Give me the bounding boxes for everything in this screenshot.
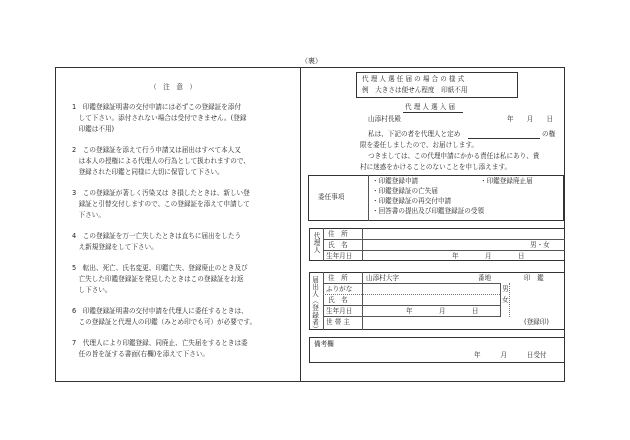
agent-birth-date: 年 月 日 [452, 252, 525, 260]
agent-gender: 男・女 [530, 241, 550, 249]
purpose-blank [468, 138, 540, 139]
body-line-4: 村に迷惑をかけることのないことを申し添えます。 [360, 163, 512, 171]
delegation-item: ・印鑑登録証の再交付申請 [372, 197, 452, 205]
agent-side-divider [323, 228, 324, 261]
seal-label: 印 鑑 [524, 274, 544, 282]
notifier-side-label: 届出人（登録者） [310, 276, 319, 333]
notifier-row-line [323, 316, 500, 317]
agent-address-label: 住 所 [328, 230, 348, 238]
agent-label-divider [362, 228, 363, 261]
form-title-underline [403, 112, 463, 113]
note-line: 亡失した印鑑登録証を発見したときはこの登録証をお返 [72, 275, 244, 283]
notifier-side-divider [323, 272, 324, 330]
note-line: 1 印鑑登録証明書の交付申請には必ずこの登録証を添付 [72, 103, 242, 111]
notifier-row-line [323, 305, 500, 306]
note-line: 印鑑は不用) [72, 125, 115, 133]
note-line: え新規登録をして下さい。 [72, 243, 158, 251]
body-line-3: つきましては、この代理申請にかかる責任は私にあり、貴 [368, 152, 540, 160]
note-line: 任の旨を証する書面(右欄)を添えて下さい。 [72, 350, 210, 358]
note-line: 6 印鑑登録証明書の交付申請を代理人に委任するときは、 [72, 307, 248, 315]
body-line-1: 私は、下記の者を代理人と定め [368, 130, 461, 138]
remarks-box [309, 337, 565, 363]
note-line: は本人の授権による代理人の行為として扱われますので、 [72, 157, 250, 165]
body-line-2: 限を委任しましたので、お届けします。 [360, 141, 479, 149]
addressee: 山添村長殿 [368, 115, 401, 123]
sample-format-line2: 例 大きさは便せん程度 印紙不用 [362, 86, 468, 94]
notifier-banchi: 番地 [478, 274, 492, 282]
agent-name-label: 氏 名 [328, 241, 348, 249]
notifier-furigana-label: ふりがな [326, 285, 353, 293]
notifier-birth-label: 生年月日 [326, 307, 353, 315]
notifier-address-label: 住 所 [328, 274, 348, 282]
page-side-label: （裏） [301, 57, 322, 65]
remarks-label: 備考欄 [314, 340, 334, 348]
agent-row-line [323, 250, 565, 251]
submission-date: 年 月 日 [507, 115, 554, 123]
delegation-divider [368, 175, 369, 221]
notifier-gender-divider-dotted [509, 283, 510, 317]
sample-format-line1: 代 理 人 選 任 届 の 場 合 の 様 式 [362, 75, 465, 83]
agent-side-label: 代理人 [312, 232, 320, 254]
note-line: この登録証と代理人の印鑑（みとめ印でも可）が必要です。 [72, 318, 257, 326]
notifier-name-label: 氏 名 [328, 296, 348, 304]
notes-title: （ 注 意 ） [150, 83, 197, 91]
notifier-birth-date: 年 月 日 [406, 307, 479, 315]
notifier-row-line-dotted [323, 294, 500, 295]
delegation-item: ・印鑑登録申請 [372, 177, 419, 185]
delegation-item: ・回答書の提出及び印鑑登録証の受領 [372, 207, 485, 215]
note-line: 5 転出、死亡、氏名変更、印鑑亡失、登録廃止のとき及び [72, 264, 248, 272]
notifier-gender-female: 女 [502, 296, 509, 304]
agent-birth-label: 生年月日 [326, 252, 353, 260]
notifier-gender-divider [500, 283, 501, 317]
notifier-address-value: 山添村大字 [366, 274, 399, 282]
note-line: 7 代理人により印鑑登録、同廃止、亡失届をするときは委 [72, 339, 248, 347]
form-title: 代 理 人 選 入 届 [405, 103, 456, 111]
delegation-item: ・印鑑登録証の亡失届 [372, 187, 438, 195]
delegation-item: ・印鑑登録廃止届 [480, 177, 533, 185]
note-line: して下さい。添付されない場合は受付できません。(登録 [72, 114, 247, 122]
notifier-label-divider [362, 272, 363, 330]
center-divider [300, 67, 301, 382]
notifier-head-label: 世 帯 主 [326, 318, 350, 326]
note-line: 登録された印鑑と同様に大切に保管して下さい。 [72, 168, 224, 176]
received-date: 年 月 日受付 [474, 351, 547, 359]
delegation-label: 委任事項 [318, 193, 345, 201]
note-line: 4 この登録証を万一亡失したときは直ちに届出をしたう [72, 232, 242, 240]
notifier-row-line [323, 283, 500, 284]
note-line: 録証と引替交付しますので、この登録証を添えて申請して [72, 200, 250, 208]
note-line: 3 この登録証が著しく汚染又は き損したときは、新しい登 [72, 189, 250, 197]
registered-seal-label: (登録印) [524, 318, 549, 326]
notifier-gender-male: 男 [502, 285, 509, 293]
note-line: 下さい。 [72, 211, 105, 219]
body-line-1-end: の権 [542, 130, 556, 138]
note-line: 2 この登録証を添えて行う申請又は届出はすべて本人又 [72, 146, 241, 154]
note-line: し下さい。 [72, 286, 112, 294]
agent-row-line [323, 239, 565, 240]
